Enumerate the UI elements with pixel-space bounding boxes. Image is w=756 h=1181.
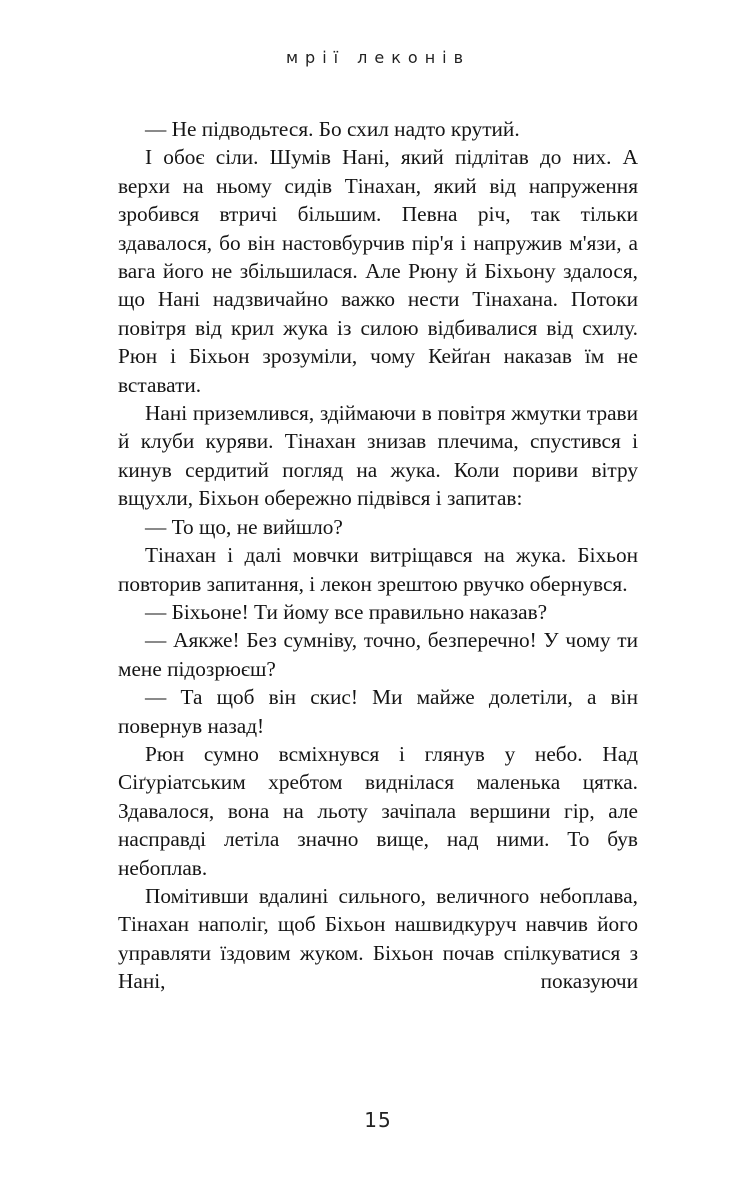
page-number: 15: [364, 1108, 392, 1132]
paragraph: Рюн сумно всміхнувся і глянув у небо. Над Сіґуріатським хребтом виднілася маленька цятка. Здавалося, вона на льоту зачіпала вершини гір, але насправді летіла значно вище, над ними. То був небоплав.: [118, 741, 638, 880]
paragraph: Нані приземлився, здіймаючи в повітря жмутки трави й клуби куряви. Тінахан знизав плечима, спустився і кинув сердитий погляд на жука. Коли пориви вітру вщухли, Біхьон обережно підвівся і запитав:: [118, 401, 638, 511]
paragraph: — Та щоб він скис! Ми майже долетіли, а він повернув назад!: [118, 685, 638, 738]
body-text: [118, 115, 638, 996]
paragraph: Помітивши вдалині сильного, величного небоплава, Тінахан наполіг, щоб Біхьон нашвидкуруч навчив його управляти їздовим жуком. Біхьон почав спілкуватися з Нані, показуючи: [118, 883, 638, 994]
paragraph: І обоє сіли. Шумів Нані, який підлітав до них. А верхи на ньому сидів Тінахан, який від напруження зробився втричі більшим. Певна річ, так тільки здавалося, бо він настовбурчив пір'я і напружив м'язи, а вага його не збільшилася. Але Рюну й Біхьону здалося, що Нані надзвичайно важко нести Тінахана. Потоки повітря від крил жука із силою відбивалися від схилу. Рюн і Біхьон зрозуміли, чому Кейґан наказав їм не вставати.: [118, 145, 638, 397]
paragraph: — Біхьоне! Ти йому все правильно наказав?: [145, 599, 548, 624]
running-head: мрії леконів: [285, 48, 471, 67]
paragraph: Тінахан і далі мовчки витріщався на жука. Біхьон повторив запитання, і лекон зрештою рвучко обернувся.: [118, 543, 638, 596]
paragraph: — Аякже! Без сумніву, точно, безперечно! У чому ти мене підозрюєш?: [118, 628, 638, 681]
paragraph: — То що, не вийшло?: [145, 514, 343, 539]
paragraph: — Не підводьтеся. Бо схил надто крутий.: [145, 117, 520, 141]
